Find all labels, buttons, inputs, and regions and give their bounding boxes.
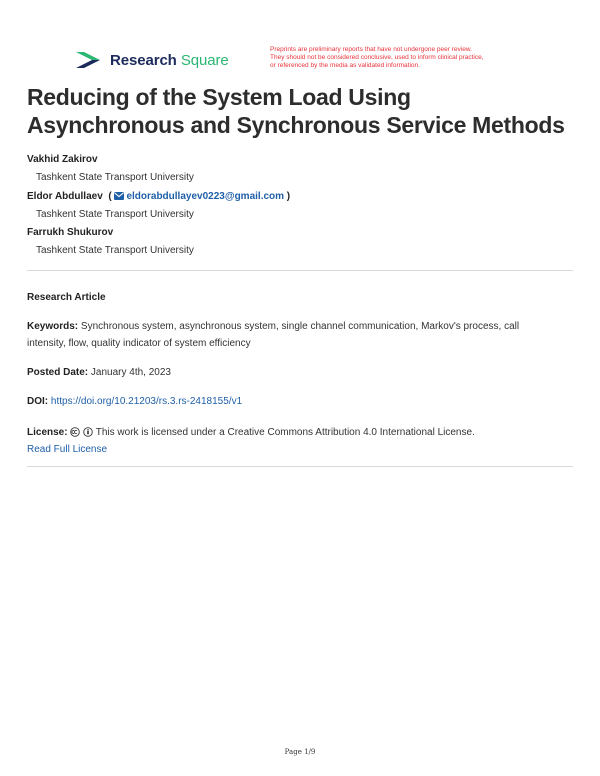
divider [27, 466, 573, 467]
author-name: Eldor Abdullaev [27, 191, 103, 202]
author-affiliation: Tashkent State Transport University [36, 245, 194, 256]
author-affiliation: Tashkent State Transport University [36, 209, 194, 220]
research-square-logo[interactable] [74, 47, 229, 73]
attribution-icon [83, 427, 93, 437]
author-name: Vakhid Zakirov [27, 154, 98, 165]
disclaimer-line: They should not be considered conclusive, used to inform clinical practice, [270, 54, 484, 61]
posted-date-value: January 4th, 2023 [90, 367, 171, 378]
license-section [27, 424, 557, 458]
page-number: Page 1/9 [284, 748, 316, 756]
posted-date-section [27, 364, 557, 381]
author-affiliation: Tashkent State Transport University [36, 172, 194, 183]
author-with-email: Eldor Abdullaev ( eldorabdullayev0223@gmail.com ) [27, 191, 291, 202]
posted-date-label: Posted Date: [27, 367, 89, 378]
keywords-value: Synchronous system, asynchronous system, single channel communication, Markov's process, call intensity, flow, quality indicator of system efficiency [27, 321, 520, 349]
creative-commons-icon [70, 427, 80, 437]
disclaimer-line: or referenced by the media as validated information. [270, 62, 420, 69]
logo-wordmark: Research Square [110, 51, 229, 69]
article-type: Research Article [27, 292, 106, 303]
paper-title: Reducing of the System Load Using Asynchronous and Synchronous Service Methods [27, 84, 565, 138]
divider [27, 270, 573, 271]
author-email-link[interactable] [112, 191, 284, 202]
preprint-disclaimer [270, 46, 532, 70]
author-name: Farrukh Shukurov [27, 227, 114, 238]
disclaimer-line: Preprints are preliminary reports that have not undergone peer review. [270, 46, 472, 53]
license-text: This work is licensed under a Creative Commons Attribution 4.0 International License. [95, 427, 475, 438]
license-label: License: [27, 427, 68, 438]
read-full-license-link[interactable]: Read Full License [27, 444, 108, 455]
keywords-section [27, 318, 557, 352]
doi-section [27, 393, 557, 410]
author-email: eldorabdullayev0223@gmail.com [126, 191, 285, 202]
envelope-icon [114, 192, 124, 200]
keywords-label: Keywords: [27, 321, 79, 332]
doi-link[interactable]: https://doi.org/10.21203/rs.3.rs-2418155/v1 [50, 396, 243, 407]
doi-label: DOI: [27, 396, 49, 407]
research-square-logo-icon [74, 49, 102, 71]
